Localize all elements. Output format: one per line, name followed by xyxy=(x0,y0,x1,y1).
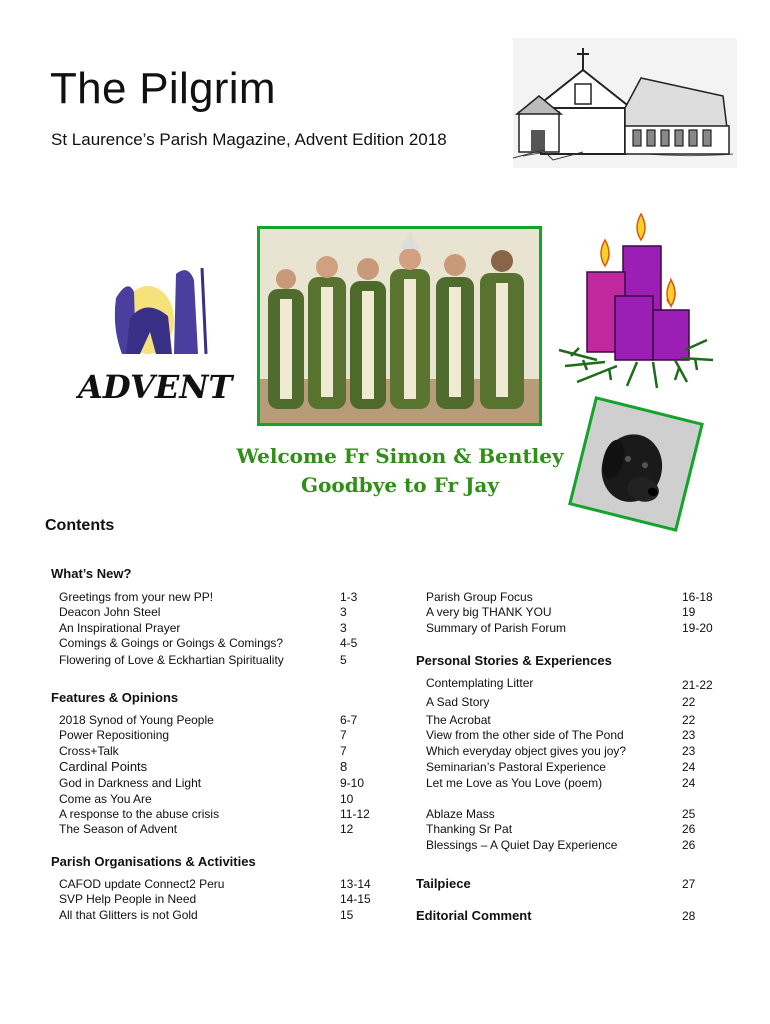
toc-title: Cardinal Points xyxy=(59,759,148,774)
toc-title: Parish Group Focus xyxy=(426,590,533,604)
toc-title: Ablaze Mass xyxy=(426,807,495,821)
section-heading: Parish Organisations & Activities xyxy=(51,854,256,869)
toc-pages: 13-14 xyxy=(340,877,371,891)
toc-pages: 22 xyxy=(682,695,696,709)
toc-pages: 27 xyxy=(682,877,696,891)
toc-pages: 21-22 xyxy=(682,678,713,692)
toc-pages: 23 xyxy=(682,744,696,758)
toc-pages: 3 xyxy=(340,605,347,619)
toc-title: Thanking Sr Pat xyxy=(426,822,513,836)
toc-title: Deacon John Steel xyxy=(59,605,161,619)
toc-title: Summary of Parish Forum xyxy=(426,621,567,635)
toc-title: View from the other side of The Pond xyxy=(426,728,624,742)
toc-pages: 22 xyxy=(682,713,696,727)
toc-pages: 16-18 xyxy=(682,590,713,604)
toc-title: The Acrobat xyxy=(426,713,491,727)
toc-title: A Sad Story xyxy=(426,695,490,709)
toc-pages: 15 xyxy=(340,908,354,922)
toc-pages: 19-20 xyxy=(682,621,713,635)
welcome-line: Welcome Fr Simon & Bentley xyxy=(236,444,564,468)
toc-title: SVP Help People in Need xyxy=(59,892,197,906)
advent-wordmark: ADVENT xyxy=(78,368,233,406)
church-drawing xyxy=(513,38,737,168)
toc-pages: 19 xyxy=(682,605,696,619)
section-heading: Features & Opinions xyxy=(51,690,179,705)
toc-title: Come as You Are xyxy=(59,792,152,806)
section-heading: Tailpiece xyxy=(416,876,471,891)
toc-pages: 24 xyxy=(682,760,696,774)
toc-pages: 6-7 xyxy=(340,713,358,727)
toc-title: The Season of Advent xyxy=(59,822,178,836)
toc-pages: 11-12 xyxy=(340,807,370,821)
toc-pages: 7 xyxy=(340,744,347,758)
toc-pages: 8 xyxy=(340,759,348,774)
toc-pages: 23 xyxy=(682,728,696,742)
toc-title: All that Glitters is not Gold xyxy=(59,908,198,922)
toc-title: Comings & Goings or Goings & Comings? xyxy=(59,636,284,650)
toc-pages: 26 xyxy=(682,838,696,852)
toc-title: Flowering of Love & Eckhartian Spirituality xyxy=(59,653,284,667)
holy-family-advent-logo xyxy=(76,258,246,410)
toc-pages: 1-3 xyxy=(340,590,358,604)
toc-pages: 12 xyxy=(340,822,354,836)
toc-pages: 25 xyxy=(682,807,696,821)
section-heading: What’s New? xyxy=(51,566,132,581)
toc-title: CAFOD update Connect2 Peru xyxy=(59,877,225,891)
toc-title: Let me Love as You Love (poem) xyxy=(426,776,603,790)
magazine-title: The Pilgrim xyxy=(50,64,276,113)
toc-title: Seminarian’s Pastoral Experience xyxy=(426,760,606,774)
toc-pages: 26 xyxy=(682,822,696,836)
clergy-group-photo xyxy=(257,226,542,426)
magazine-subtitle: St Laurence’s Parish Magazine, Advent Edition 2018 xyxy=(51,130,447,149)
toc-title: Cross+Talk xyxy=(59,744,119,758)
toc-pages: 5 xyxy=(340,653,347,667)
toc-title: Which everyday object gives you joy? xyxy=(426,744,627,758)
toc-pages: 9-10 xyxy=(340,776,365,790)
toc-pages: 4-5 xyxy=(340,636,358,650)
toc-title: A very big THANK YOU xyxy=(426,605,552,619)
toc-title: Blessings – A Quiet Day Experience xyxy=(426,838,618,852)
toc-title: A response to the abuse crisis xyxy=(59,807,220,821)
toc-pages: 24 xyxy=(682,776,696,790)
toc-pages: 7 xyxy=(340,728,347,742)
goodbye-line: Goodbye to Fr Jay xyxy=(301,473,499,497)
toc-pages: 14-15 xyxy=(340,892,371,906)
toc-title: An Inspirational Prayer xyxy=(59,621,181,635)
toc-title: Power Repositioning xyxy=(59,728,170,742)
section-heading: Editorial Comment xyxy=(416,908,532,923)
toc-title: Greetings from your new PP! xyxy=(59,590,214,604)
toc-pages: 3 xyxy=(340,621,347,635)
toc-title: 2018 Synod of Young People xyxy=(59,713,214,727)
toc-pages: 28 xyxy=(682,909,696,923)
contents-heading: Contents xyxy=(45,517,115,534)
toc-pages: 10 xyxy=(340,792,354,806)
toc-title: Contemplating Litter xyxy=(426,676,534,690)
section-heading: Personal Stories & Experiences xyxy=(416,653,612,668)
toc-title: God in Darkness and Light xyxy=(59,776,202,790)
advent-candles-wreath xyxy=(557,210,719,398)
